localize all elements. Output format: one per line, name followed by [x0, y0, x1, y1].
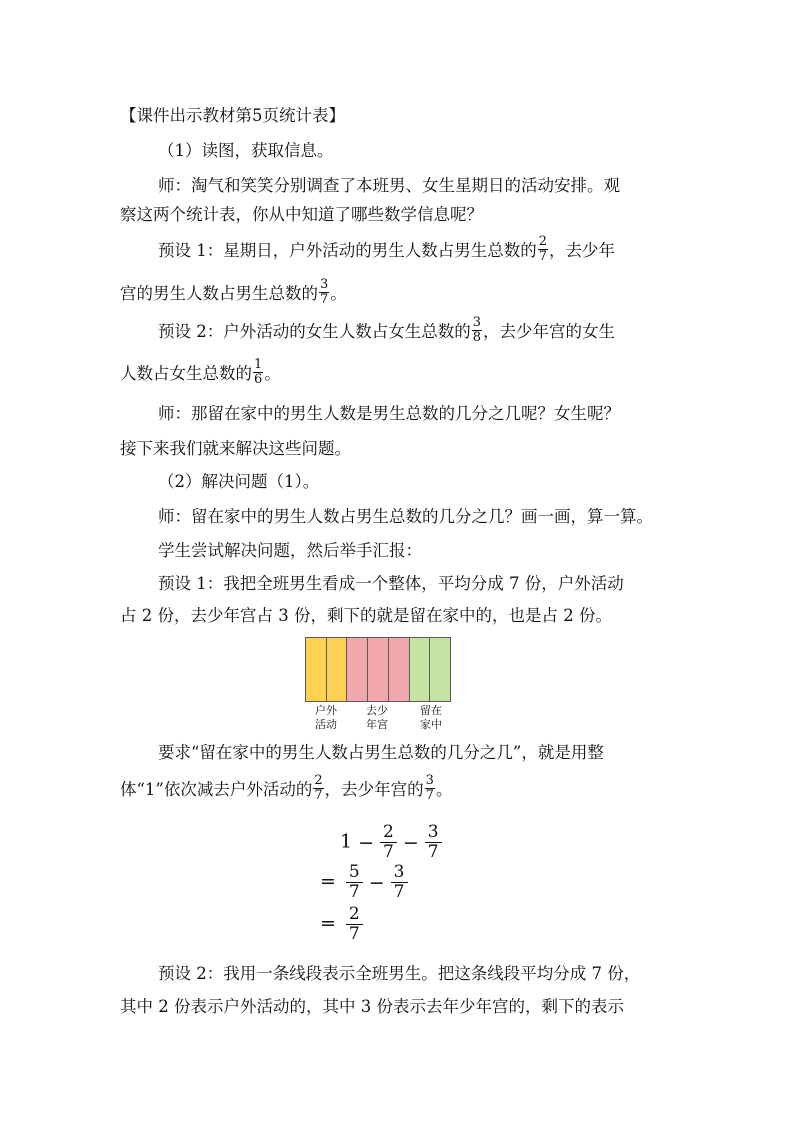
paragraph-line [158, 315, 616, 347]
label-line: 留在 [420, 704, 442, 717]
text-span: 。 [330, 284, 347, 303]
paragraph-line: 其中 2 份表示户外活动的，其中 3 份表示去年少年宫的，剩下的表示 [120, 997, 624, 1016]
numerator: 3 [391, 863, 408, 883]
numerator: 2 [538, 234, 548, 249]
diagram-segment [347, 638, 368, 701]
fraction [425, 774, 435, 803]
equals-sign: = [320, 912, 336, 935]
diagram-label-outdoor [306, 704, 346, 732]
denominator: 7 [427, 842, 439, 862]
text-span: 预设 1：星期日，户外活动的男生人数占男生总数的 [158, 241, 537, 260]
paragraph-line [158, 234, 616, 266]
numerator: 3 [425, 823, 442, 843]
minus-sign: − [368, 871, 385, 894]
denominator: 7 [383, 842, 394, 862]
fraction [380, 823, 397, 862]
denominator: 7 [348, 924, 360, 944]
paragraph-line [120, 357, 281, 389]
paragraph-line: 师：那留在家中的男生人数是男生总数的几分之几呢？女生呢？ [158, 404, 620, 423]
equation-line-1 [340, 823, 442, 862]
text-span: ，去少年宫的女生 [483, 322, 616, 341]
equation-line-2 [320, 863, 408, 902]
numerator: 3 [425, 773, 434, 788]
denominator: 7 [425, 788, 434, 803]
denominator: 7 [348, 882, 360, 902]
numerator: 3 [472, 315, 482, 330]
fraction [472, 316, 482, 345]
paragraph-line: 要求“留在家中的男生人数占男生总数的几分之几”，就是用整 [158, 743, 604, 762]
numerator: 2 [346, 905, 363, 925]
label-line: 活动 [315, 718, 337, 731]
numerator: 2 [314, 773, 323, 788]
paragraph-line: （2）解决问题（1）。 [158, 472, 320, 491]
bar-diagram [305, 637, 451, 702]
text-span: 。 [264, 364, 281, 383]
diagram-segment [410, 638, 431, 701]
label-line: 去少 [366, 704, 388, 717]
fraction [425, 823, 442, 862]
paragraph-line: 接下来我们就来解决这些问题。 [120, 439, 351, 458]
fraction [346, 863, 363, 902]
fraction [313, 774, 323, 803]
diagram-segment [430, 638, 450, 701]
denominator: 7 [320, 292, 329, 307]
numerator: 3 [320, 277, 329, 292]
denominator: 7 [538, 249, 548, 264]
diagram-label-home [411, 704, 451, 732]
heading-line: 【课件出示教材第5页统计表】 [120, 106, 345, 125]
paragraph-line: 师：留在家中的男生人数占男生总数的几分之几？画一画，算一算。 [158, 507, 653, 526]
minus-sign: − [358, 831, 375, 854]
minus-sign: − [402, 831, 419, 854]
diagram-segment [327, 638, 348, 701]
equation-line-3 [320, 905, 363, 944]
paragraph-line [120, 773, 453, 805]
denominator: 7 [314, 788, 323, 803]
diagram-label-youth-palace [357, 704, 397, 732]
label-line: 户外 [315, 704, 337, 717]
equation-term: 1 [340, 830, 353, 853]
text-span: 预设 2：户外活动的女生人数占女生总数的 [158, 322, 471, 341]
equals-sign: = [320, 870, 336, 893]
fraction [346, 905, 363, 944]
text-span: 人数占女生总数的 [120, 364, 252, 383]
numerator: 2 [380, 823, 397, 843]
paragraph-line: 预设 1：我把全班男生看成一个整体，平均分成 7 份，户外活动 [158, 574, 624, 593]
paragraph-line [120, 277, 347, 309]
text-span: 。 [435, 780, 453, 799]
paragraph-line: （1）读图，获取信息。 [158, 141, 334, 160]
paragraph-line: 预设 2：我用一条线段表示全班男生。把这条线段平均分成 7 份， [158, 964, 641, 983]
diagram-segment [368, 638, 389, 701]
label-line: 家中 [420, 718, 442, 731]
fraction [391, 863, 408, 902]
fraction [538, 235, 548, 264]
text-span: ，去少年 [549, 241, 616, 260]
fraction [253, 358, 263, 387]
fraction [319, 278, 329, 307]
paragraph-line: 学生尝试解决问题，然后举手汇报： [158, 541, 422, 560]
denominator: 8 [472, 330, 482, 345]
label-line: 年宫 [366, 718, 388, 731]
paragraph-line: 师：淘气和笑笑分别调查了本班男、女生星期日的活动安排。观 [158, 176, 620, 195]
numerator: 1 [254, 357, 263, 372]
text-span: 体“1”依次减去户外活动的 [120, 780, 313, 799]
diagram-segment [389, 638, 410, 701]
text-span: 宫的男生人数占男生总数的 [120, 284, 318, 303]
diagram-segment [306, 638, 327, 701]
numerator: 5 [346, 863, 363, 883]
paragraph-line: 察这两个统计表，你从中知道了哪些数学信息呢？ [120, 205, 483, 224]
denominator: 6 [254, 372, 263, 387]
text-span: ，去少年宫的 [324, 780, 424, 799]
denominator: 7 [393, 882, 405, 902]
paragraph-line: 占 2 份，去少年宫占 3 份，剩下的就是留在家中的，也是占 2 份。 [120, 606, 612, 625]
